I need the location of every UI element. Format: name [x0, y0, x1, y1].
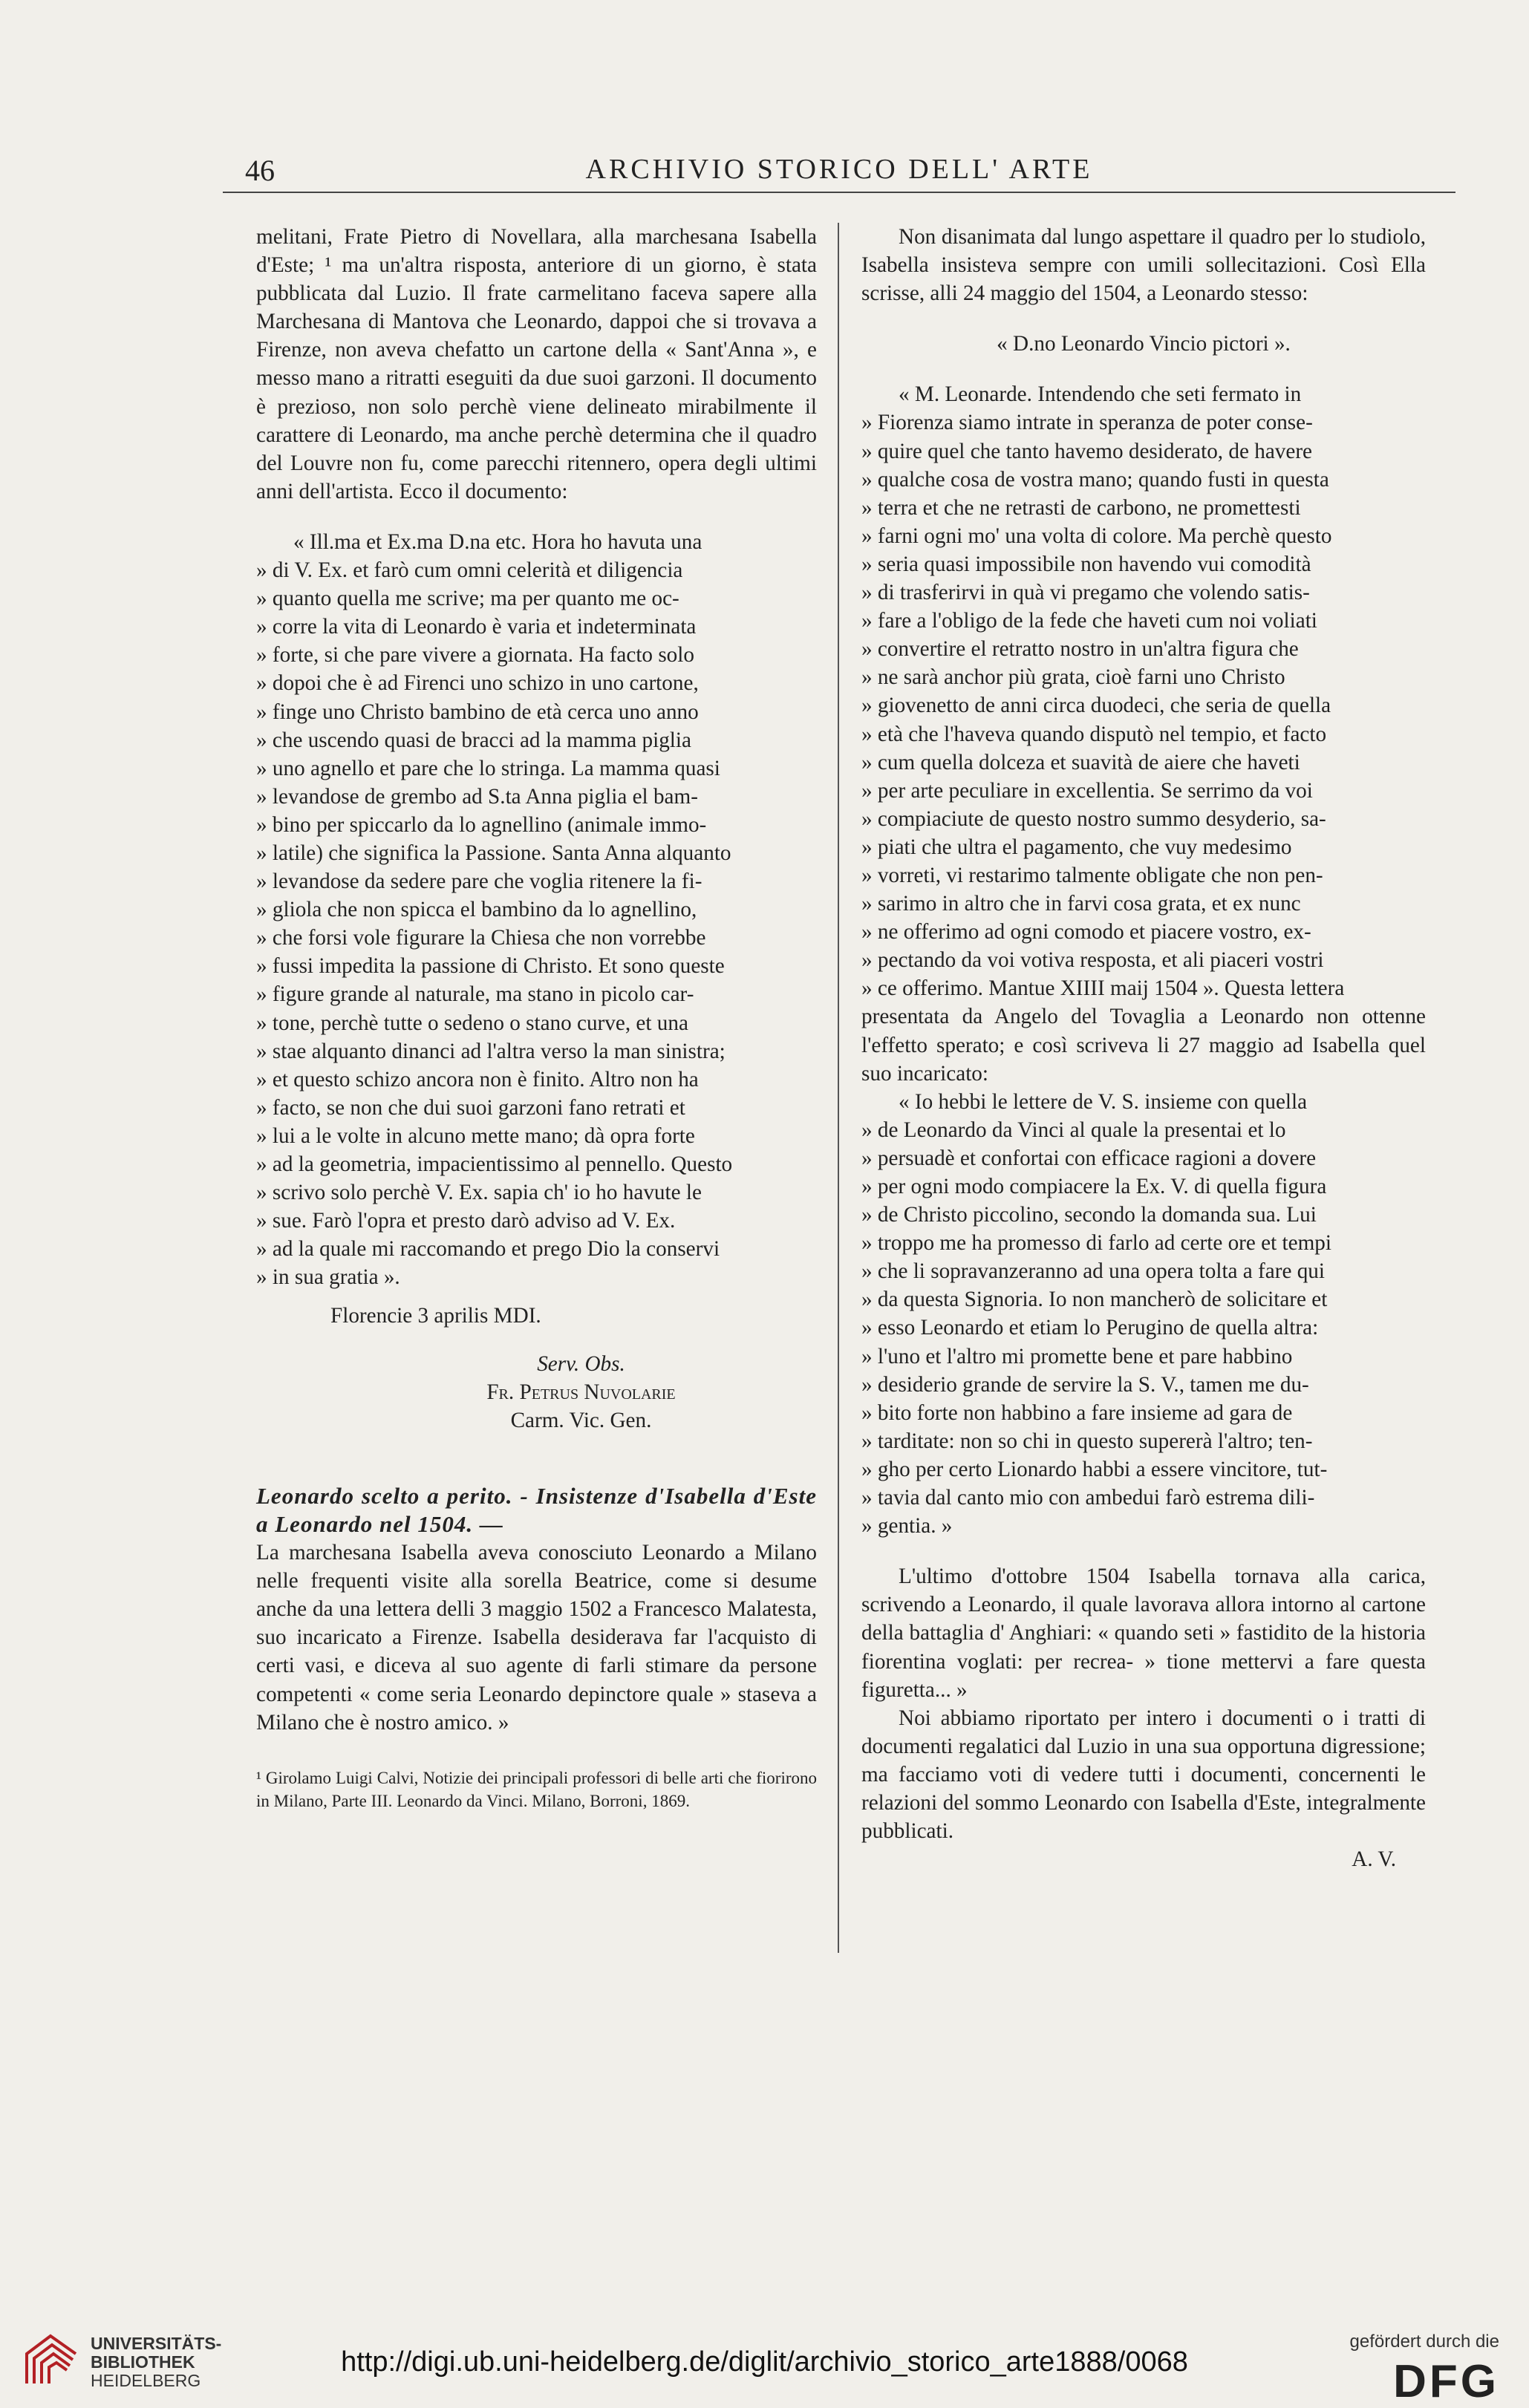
- letter-line: » de Christo piccolino, secondo la domanda sua. Lui: [861, 1203, 1317, 1227]
- letter-line: » per arte peculiare in excellentia. Se serrimo da voi: [861, 778, 1313, 803]
- letter-line: » giovenetto de anni circa duodeci, che seria de quella: [861, 694, 1331, 718]
- letter-line: » corre la vita di Leonardo è varia et indeterminata: [256, 615, 697, 639]
- library-name-line: UNIVERSITÄTS-: [91, 2334, 222, 2353]
- letter-line: » Fiorenza siamo intrate in speranza de poter conse-: [861, 411, 1313, 435]
- page-number: 46: [245, 154, 275, 187]
- permalink-url[interactable]: http://digi.ub.uni-heidelberg.de/diglit/archivio_storico_arte1888/0068: [341, 2346, 1188, 2378]
- signature-line-1: Serv. Obs.: [537, 1351, 625, 1376]
- digitization-footer: [0, 2324, 1529, 2407]
- letter-line: » pectando da voi votiva resposta, et ali piaceri vostri: [861, 948, 1324, 973]
- letter-line: » che li sopravanzeranno ad una opera tolta a fare qui: [861, 1259, 1325, 1284]
- letter-line: » tarditate: non so chi in questo supererà l'altro; ten-: [861, 1429, 1313, 1453]
- letter-line: » tone, perchè tutte o sedeno o stano curve, et una: [256, 1011, 688, 1035]
- letter-line: « M. Leonarde. Intendendo che seti fermato in: [899, 382, 1302, 407]
- letter-line: » gliola che non spicca el bambino da lo agnellino,: [256, 898, 697, 922]
- letter-line: » figure grande al naturale, ma stano in picolo car-: [256, 982, 694, 1007]
- letter-line: » ad la quale mi raccomando et prego Dio la conservi: [256, 1237, 720, 1262]
- right-paragraph-4: Noi abbiamo riportato per intero i documenti o i tratti di documenti regalatici dal Luzio in una sua opportuna digressione; ma facciamo voti di vedere tutti i documenti, concernenti le relazioni del sommo Leonardo con Isabella d'Este, integralmente pubblicati.: [861, 1706, 1426, 1844]
- letter-line: » esso Leonardo et etiam lo Perugino de quella altra:: [861, 1316, 1319, 1340]
- letter-line: » troppo me ha promesso di farlo ad certe ore et tempi: [861, 1231, 1331, 1256]
- letter-line: » piati che ultra el pagamento, che vuy medesimo: [861, 835, 1292, 859]
- letter-date: Florencie 3 aprilis MDI.: [330, 1304, 541, 1328]
- letter-line: » levandose de grembo ad S.ta Anna piglia el bam-: [256, 784, 698, 809]
- letter-line: » per ogni modo compiacere la Ex. V. di quella figura: [861, 1175, 1327, 1198]
- letter-line: » compiaciute de questo nostro summo desyderio, sa-: [861, 806, 1326, 831]
- left-column: [256, 223, 817, 1812]
- letter-line: » gentia. »: [861, 1514, 953, 1539]
- letter-line: » ne offerimo ad ogni comodo et piacere vostro, ex-: [861, 920, 1311, 944]
- letter-line: » bito forte non habbino a fare insieme ad gara de: [861, 1400, 1293, 1425]
- funding-note: gefördert durch die: [1349, 2332, 1499, 2352]
- signature-line-2: Fr. Petrus Nuvolarie: [486, 1380, 676, 1404]
- letter-line: » cum quella dolceza et suavità de aiere che haveti: [861, 750, 1300, 774]
- right-paragraph-2: presentata da Angelo del Tovaglia a Leonardo non ottenne l'effetto sperato; e così scriveva li 27 maggio ad Isabella quel suo incaricato:: [861, 1005, 1426, 1086]
- letter-line: » de Leonardo da Vinci al quale la presentai et lo: [861, 1117, 1286, 1142]
- letter-line: » gho per certo Lionardo habbi a essere vincitore, tut-: [861, 1457, 1328, 1481]
- letter-line: » ad la geometria, impacientissimo al pennello. Questo: [256, 1152, 733, 1176]
- letter-line: » levandose da sedere pare che voglia ritenere la fi-: [256, 869, 702, 894]
- letter-line: » et questo schizo ancora non è finito. Altro non ha: [256, 1067, 699, 1092]
- letter-line: » terra et che ne retrasti de carbono, ne promettesti: [861, 495, 1301, 520]
- letter-line: » finge uno Christo bambino de età cerca uno anno: [256, 699, 699, 724]
- left-paragraph-1: melitani, Frate Pietro di Novellara, alla marchesana Isabella d'Este; ¹ ma un'altra risposta, anteriore di un giorno, è stata pubblicata dal Luzio. Il frate carmelitano faceva sapere alla Marchesana di Mantova che Leonardo, dappoi che si trovava a Firenze, non aveva chefatto un cartone della « Sant'Anna », e messo mano a ritratti eseguiti da due suoi garzoni. Il documento è prezioso, non solo perchè viene delineato mirabilmente il carattere di Leonardo, ma anche perchè determina che il quadro del Louvre non fu, come parecchi ritennero, opera degli ultimi anni dell'artista. Ecco il documento:: [256, 225, 817, 503]
- letter-line: » latile) che significa la Passione. Santa Anna alquanto: [256, 841, 731, 865]
- letter-line: » sarimo in altro che in farvi cosa grata, et ex nunc: [861, 892, 1301, 916]
- letter-line: » persuadè et confortai con efficace ragioni a dovere: [861, 1146, 1317, 1170]
- library-name-line: BIBLIOTHEK: [91, 2352, 195, 2372]
- dfg-logo: DFG: [1393, 2356, 1499, 2407]
- letter-line: » che uscendo quasi de bracci ad la mamma piglia: [256, 728, 691, 752]
- running-title: ARCHIVIO STORICO DELL' ARTE: [585, 154, 1093, 185]
- letter-line: » scrivo solo perchè V. Ex. sapia ch' io ho havute le: [256, 1181, 702, 1205]
- letter-line: » fare a l'obligo de la fede che haveti cum noi voliati: [861, 609, 1317, 633]
- letter-line: » che forsi vole figurare la Chiesa che non vorrebbe: [256, 926, 706, 950]
- letter-line: » sue. Farò l'opra et presto darò adviso ad V. Ex.: [256, 1209, 676, 1233]
- letter-line: » bino per spiccarlo da lo agnellino (animale immo-: [256, 812, 707, 837]
- letter-line: » da questa Signoria. Io non mancherò de solicitare et: [861, 1288, 1328, 1312]
- letter-line: » stae alquanto dinanci ad l'altra verso la man sinistra;: [256, 1039, 726, 1063]
- letter-line: » farni ogni mo' una volta di colore. Ma perchè questo: [861, 523, 1332, 548]
- column-divider: [838, 223, 839, 1953]
- letter-address: « D.no Leonardo Vincio pictori ».: [997, 332, 1291, 356]
- library-name-line: HEIDELBERG: [91, 2371, 201, 2390]
- letter-line: » in sua gratia ».: [256, 1265, 400, 1290]
- letter-line: » quanto quella me scrive; ma per quanto me oc-: [256, 587, 679, 611]
- letter-line: » di trasferirvi in quà vi pregamo che volendo satis-: [861, 581, 1310, 605]
- letter-novellara: [256, 528, 817, 1292]
- letter-line: » qualche cosa de vostra mano; quando fusti in questa: [861, 467, 1329, 492]
- letter-line: » lui a le volte in alcuno mette mano; dà opra forte: [256, 1123, 695, 1148]
- letter-line: » ne sarà anchor più grata, cioè farni uno Christo: [861, 665, 1285, 690]
- right-column: [861, 223, 1426, 1873]
- letter-line: » desiderio grande de servire la S. V., tamen me du-: [861, 1372, 1309, 1397]
- signature-line-3: Carm. Vic. Gen.: [510, 1408, 652, 1432]
- letter-line: » forte, si che pare vivere a giornata. Ha facto solo: [256, 643, 694, 668]
- letter-line: » dopoi che è ad Firenci uno schizo in uno cartone,: [256, 671, 699, 696]
- page-header: [223, 147, 1455, 193]
- letter-line: » vorreti, vi restarimo talmente obligate che non pen-: [861, 863, 1323, 887]
- letter-line: » uno agnello et pare che lo stringa. La mamma quasi: [256, 756, 720, 780]
- letter-line: « Io hebbi le lettere de V. S. insieme con quella: [899, 1089, 1308, 1114]
- letter-line: » convertire el retratto nostro in un'altra figura che: [861, 637, 1299, 662]
- footnote: ¹ Girolamo Luigi Calvi, Notizie dei principali professori di belle arti che fiorirono in Milano, Parte III. Leonardo da Vinci. Milano, Borroni, 1869.: [256, 1768, 817, 1810]
- letter-isabella: [861, 380, 1426, 1002]
- letter-line: » ce offerimo. Mantue XIIII maij 1504 ». Questa lettera: [861, 976, 1345, 1001]
- right-paragraph-1: Non disanimata dal lungo aspettare il quadro per lo studiolo, Isabella insisteva sempre con umili sollecitazioni. Così Ella scrisse, alli 24 maggio del 1504, a Leonardo stesso:: [861, 225, 1426, 306]
- right-paragraph-3: L'ultimo d'ottobre 1504 Isabella tornava alla carica, scrivendo a Leonardo, il quale lavorava allora intorno al cartone della battaglia d' Anghiari: « quando seti » fastidito de la historia fiorentina voglati: per recrea- » tione mettervi a fare questa figuretta... »: [861, 1564, 1426, 1702]
- letter-agent: [861, 1088, 1426, 1541]
- left-paragraph-2: La marchesana Isabella aveva conosciuto Leonardo a Milano nelle frequenti visite alla sorella Beatrice, come si desume anche da una lettera delli 3 maggio 1502 a Francesco Malatesta, suo incaricato a Firenze. Isabella desiderava far l'acquisto di certi vasi, e diceva al suo agente di farli stimare da persone competenti « come seria Leonardo depinctore quale » staseva a Milano che è nostro amico. »: [256, 1541, 817, 1735]
- letter-line: » quire quel che tanto havemo desiderato, de havere: [861, 439, 1313, 463]
- letter-line: » l'uno et l'altro mi promette bene et pare habbino: [861, 1344, 1293, 1368]
- letter-line: » tavia dal canto mio con ambedui farò estrema dili-: [861, 1486, 1315, 1510]
- author-signature: A. V.: [1352, 1847, 1396, 1872]
- letter-line: » età che l'haveva quando disputò nel tempio, et facto: [861, 722, 1327, 746]
- letter-line: » fussi impedita la passione di Christo. Et sono queste: [256, 954, 725, 979]
- letter-line: « Ill.ma et Ex.ma D.na etc. Hora ho havuta una: [293, 529, 702, 554]
- letter-line: » di V. Ex. et farò cum omni celerità et diligencia: [256, 558, 683, 583]
- letter-line: » seria quasi impossibile non havendo vui comodità: [861, 552, 1311, 576]
- letter-line: » facto, se non che dui suoi garzoni fano retrati et: [256, 1095, 685, 1120]
- section-heading: Leonardo scelto a perito. - Insistenze d'Isabella d'Este a Leonardo nel 1504. —: [256, 1482, 817, 1537]
